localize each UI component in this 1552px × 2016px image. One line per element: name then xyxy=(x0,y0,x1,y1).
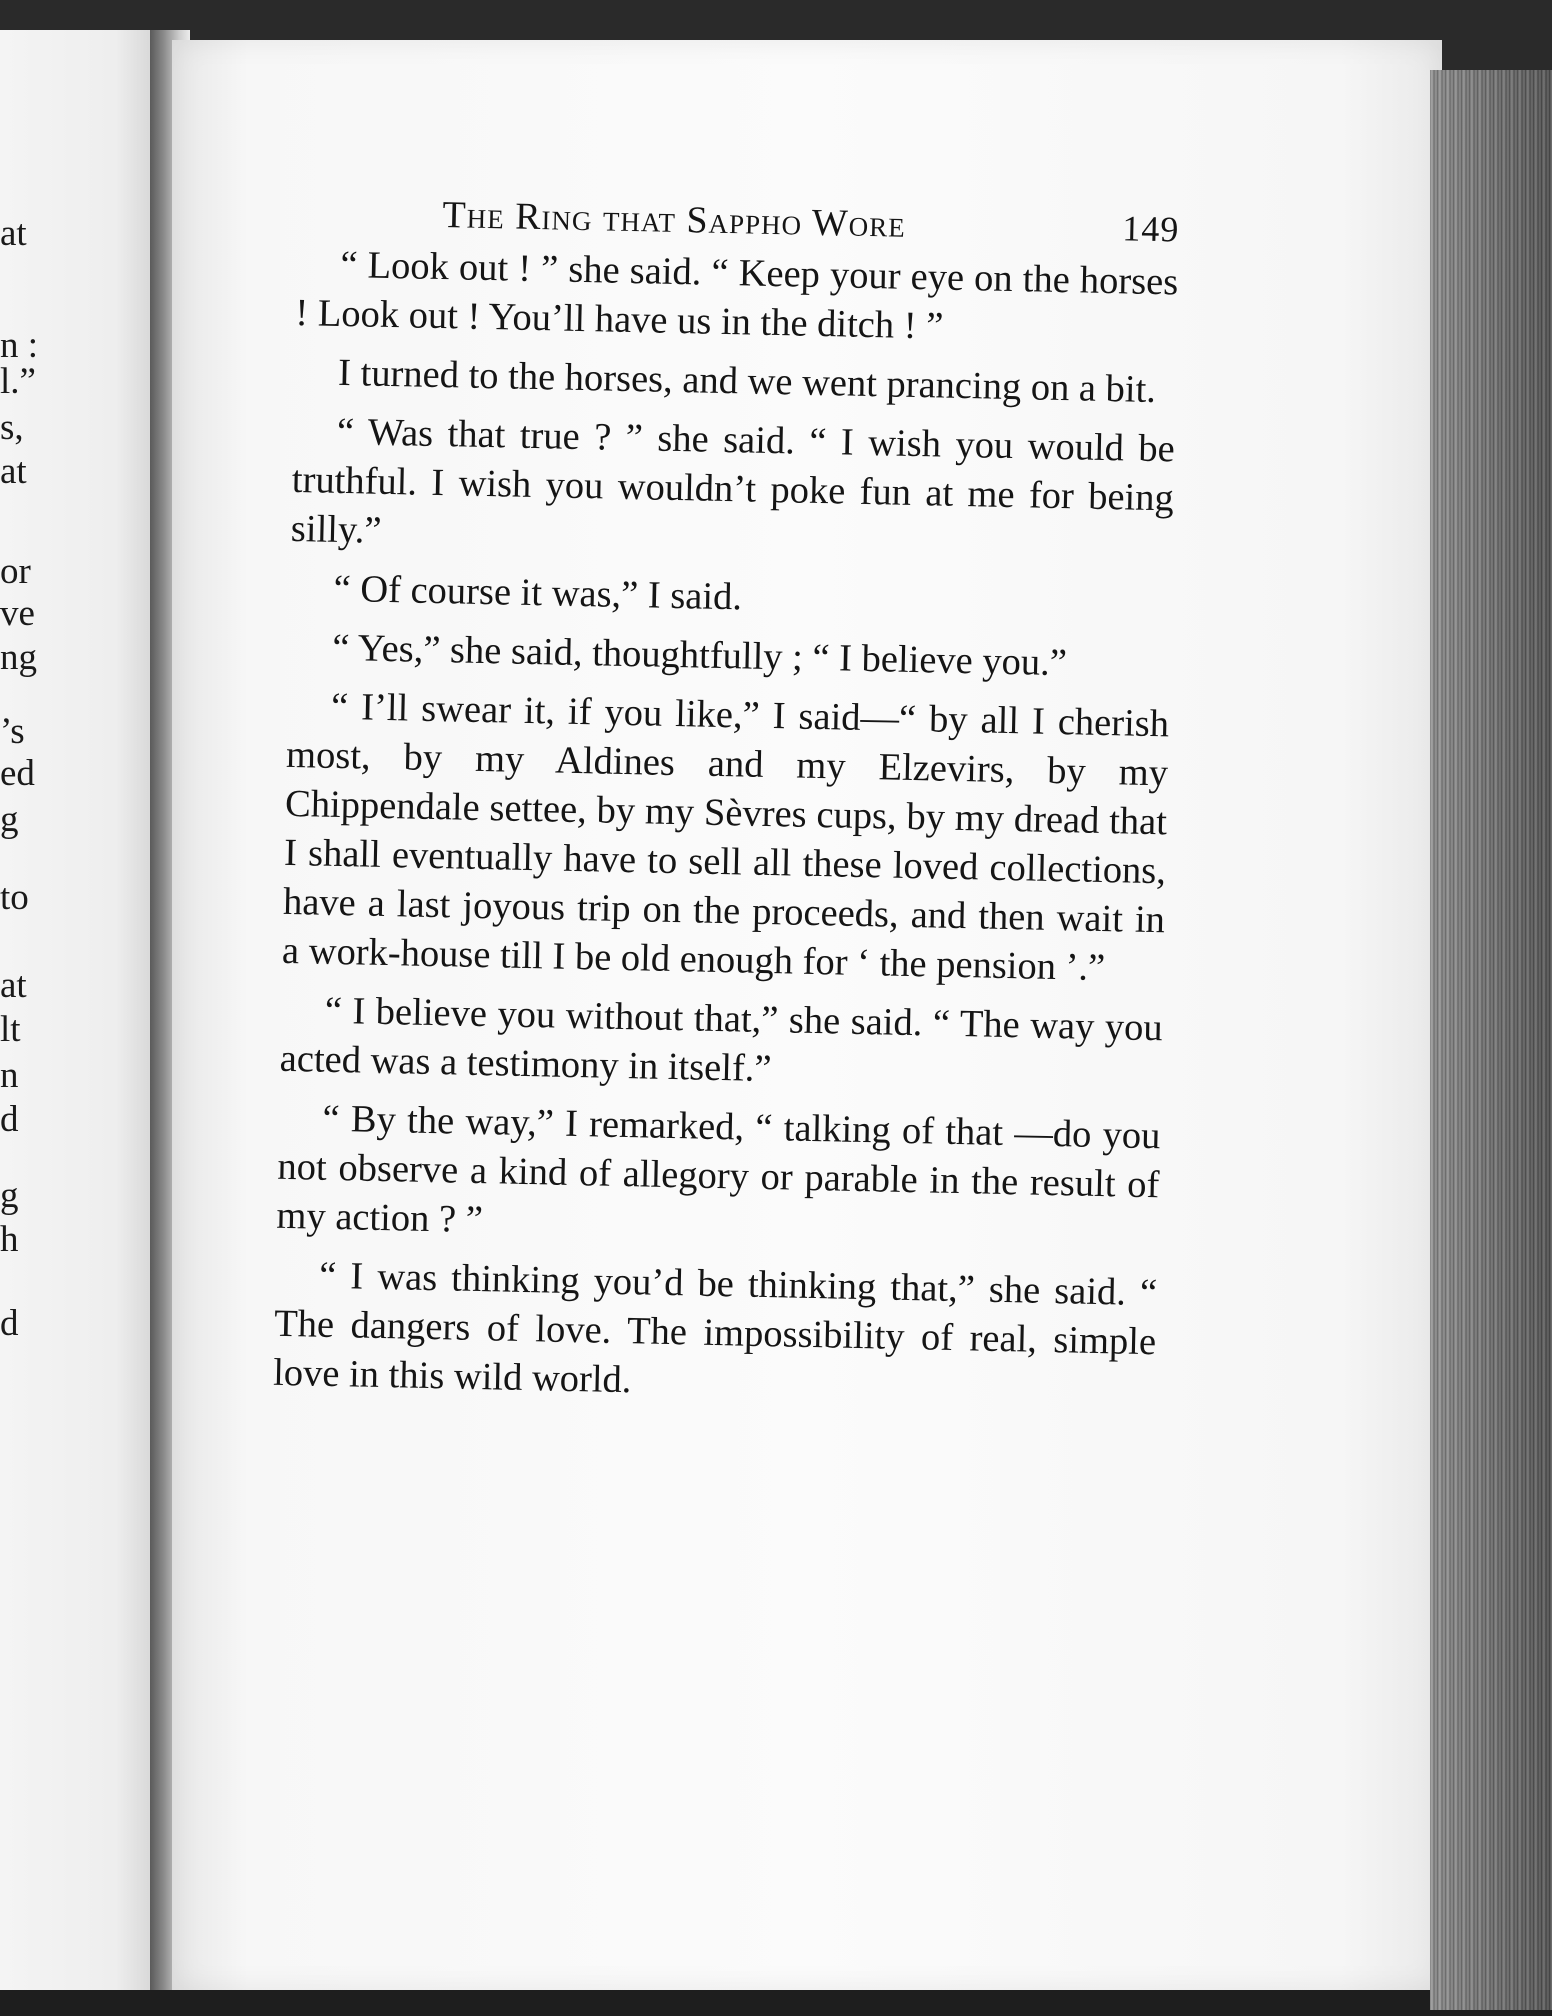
text-fragment: n : xyxy=(0,325,39,366)
paragraph: “ I’ll swear it, if you like,” I said—“ by all I cherish most, by my Aldines and my Elzevirs, by my Chippendale settee, by my Sèvres cups, by my dread that I shall eventually have to sell all these loved collections, have a last joyous trip on the proceeds, and then wait in a work-house till I be old enough for ‘ the pension ’.” xyxy=(281,685,1170,990)
paragraph: “ I was thinking you’d be thinking that,” she said. “ The dangers of love. The impossibility of real, simple love in this wild world. xyxy=(272,1254,1158,1402)
text-fragment: d xyxy=(0,1303,19,1344)
text-fragment: l.” xyxy=(0,361,36,402)
text-fragment: at xyxy=(0,451,27,492)
paragraph: “ Of course it was,” I said. xyxy=(333,567,743,619)
text-fragment: to xyxy=(0,877,29,918)
text-fragment: or xyxy=(0,551,31,592)
previous-page-edge xyxy=(0,30,165,1990)
paragraph: I turned to the horses, and we went prancing on a bit. xyxy=(337,351,1157,412)
previous-page-text-fragments xyxy=(0,30,40,1990)
paragraph: “ Yes,” she said, thoughtfully ; “ I believe you.” xyxy=(331,626,1068,685)
text-fragment: n xyxy=(0,1055,19,1096)
text-fragment: ng xyxy=(0,637,37,678)
paragraph: “ By the way,” I remarked, “ talking of that —do you not observe a kind of allegory or parable in the result of my action ? ” xyxy=(276,1097,1161,1242)
text-fragment: g xyxy=(0,799,19,840)
text-fragment: ed xyxy=(0,753,35,794)
text-fragment: g xyxy=(0,1175,19,1216)
text-fragment: lt xyxy=(0,1009,21,1050)
running-head-title: The Ring that Sappho Wore xyxy=(442,194,907,246)
paragraph: “ Look out ! ” she said. “ Keep your eye on the horses ! Look out ! You’ll have us in the ditch ! ” xyxy=(294,243,1179,348)
paragraph: “ Was that true ? ” she said. “ I wish you would be truthful. I wish you wouldn’t poke fun at me for being silly.” xyxy=(290,410,1176,552)
page-edges xyxy=(1430,70,1552,2010)
text-fragment: at xyxy=(0,213,27,254)
text-fragment: d xyxy=(0,1099,19,1140)
text-fragment: s, xyxy=(0,407,24,448)
text-fragment: h xyxy=(0,1219,19,1260)
paragraph: “ I believe you without that,” she said. “ The way you acted was a testimony in itself.” xyxy=(279,989,1164,1091)
text-fragment: ’s xyxy=(0,711,25,752)
page-number: 149 xyxy=(1121,208,1180,250)
page-text-block xyxy=(273,190,1180,1416)
text-fragment: ve xyxy=(0,593,35,634)
text-fragment: at xyxy=(0,965,27,1006)
